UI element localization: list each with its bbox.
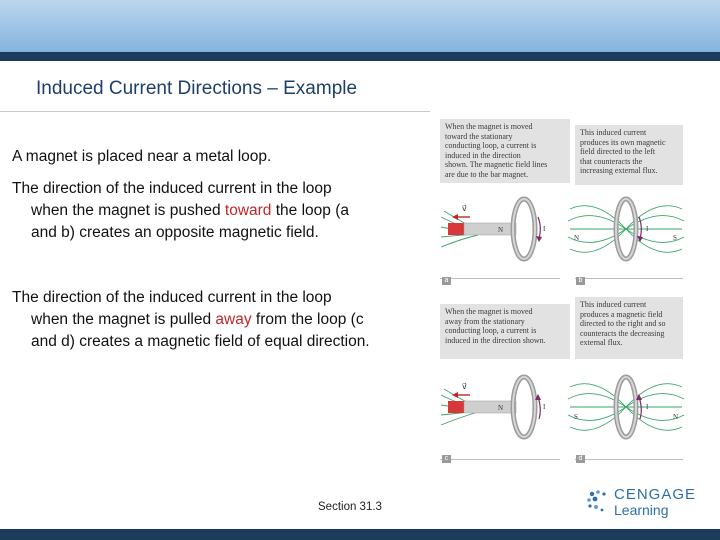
velocity-arrowhead-c xyxy=(452,392,458,398)
current-label-b: I xyxy=(646,225,649,233)
paragraph-2-line-3: and b) creates an opposite magnetic field. xyxy=(31,224,319,241)
caption-a-text: When the magnet is moved toward the stationary conducting loop, a current is induced in the direction shown. The magnetic field lines are due to the bar magnet. xyxy=(445,122,548,179)
caption-a xyxy=(440,119,570,183)
paragraph-2 xyxy=(12,178,432,244)
magnet-body-a xyxy=(464,223,516,235)
pole-label-d-n: N xyxy=(673,413,679,421)
cengage-logo xyxy=(584,484,697,518)
paragraph-1 xyxy=(12,146,432,168)
slide-title: Induced Current Directions – Example xyxy=(36,78,358,99)
velocity-arrowhead-a xyxy=(452,214,458,220)
logo-brand-text: CENGAGE xyxy=(614,486,697,503)
panel-a-tag: a xyxy=(442,277,451,285)
title-divider xyxy=(0,111,430,112)
caption-c-text: When the magnet is moved away from the stationary conducting loop, a current is induced in the direction shown. xyxy=(445,307,546,345)
highlight-toward: toward xyxy=(224,202,272,219)
pole-label-d-s: S xyxy=(574,413,578,421)
panel-c-baseline xyxy=(440,459,560,460)
loop-c-highlight xyxy=(513,377,535,437)
current-arrow-d xyxy=(639,397,641,419)
field-lines-b xyxy=(568,206,684,253)
caption-d-text: This induced current produces a magnetic field directed to the right and so counteracts the decreasing external flux. xyxy=(580,300,666,347)
panel-d-tag: d xyxy=(576,455,585,463)
header-gradient-band xyxy=(0,0,720,52)
section-footer: Section 31.3 xyxy=(318,501,382,513)
paragraph-3-line-1: The direction of the induced current in the loop xyxy=(12,289,332,306)
current-label-a: I xyxy=(543,225,546,233)
caption-b-text: This induced current produces its own magnetic field directed to the left that counteracts the increasing external flux. xyxy=(580,128,666,175)
pole-label-a: N xyxy=(498,226,504,234)
panel-b-tag: b xyxy=(576,277,585,285)
velocity-label-a: v⃗ xyxy=(462,204,467,213)
paragraph-2-line-1: The direction of the induced current in the loop xyxy=(12,180,332,197)
paragraph-2-text-after: the loop (a xyxy=(271,202,349,219)
highlight-away: away xyxy=(215,311,252,328)
panel-c-diagram xyxy=(436,363,561,451)
panel-b-baseline xyxy=(575,278,683,279)
panel-d-baseline xyxy=(575,459,683,460)
current-label-c: I xyxy=(543,403,546,411)
magnet-north-c xyxy=(448,401,464,413)
current-arrow-a xyxy=(538,217,540,239)
paragraph-3-line-3: and d) creates a magnetic field of equal direction. xyxy=(31,333,370,350)
caption-b xyxy=(575,125,683,185)
paragraph-3-text-after: from the loop (c xyxy=(251,311,364,328)
pole-label-b-n: N xyxy=(574,234,580,242)
paragraph-3-text-before: when the magnet is pulled xyxy=(31,311,216,328)
field-lines-d xyxy=(568,384,684,431)
magnet-body-c xyxy=(464,401,516,413)
pole-label-c: N xyxy=(498,404,504,412)
current-arrow-c xyxy=(538,397,540,419)
caption-c xyxy=(440,304,570,359)
pole-label-b-s: S xyxy=(673,234,677,242)
current-label-d: I xyxy=(646,403,649,411)
panel-a-baseline xyxy=(440,278,560,279)
caption-d xyxy=(575,297,683,359)
panel-d-diagram xyxy=(566,363,686,451)
paragraph-2-text-before: when the magnet is pushed xyxy=(31,202,225,219)
paragraph-1-text: A magnet is placed near a metal loop. xyxy=(12,148,272,165)
logo-sub-text: Learning xyxy=(614,502,669,518)
paragraph-3-line-2 xyxy=(12,309,432,331)
paragraph-3 xyxy=(12,287,432,353)
panel-b-diagram xyxy=(566,187,686,272)
loop-a-highlight xyxy=(513,199,535,259)
velocity-label-c: v⃗ xyxy=(462,382,467,391)
panel-c-tag: c xyxy=(442,455,451,463)
cengage-logo-mark-icon xyxy=(584,486,612,514)
header-dark-rule xyxy=(0,52,720,61)
footer-dark-rule xyxy=(0,529,720,540)
magnet-north-a xyxy=(448,223,464,235)
induction-figure xyxy=(436,117,686,465)
paragraph-2-line-2 xyxy=(12,200,432,222)
panel-a-diagram xyxy=(436,187,561,272)
